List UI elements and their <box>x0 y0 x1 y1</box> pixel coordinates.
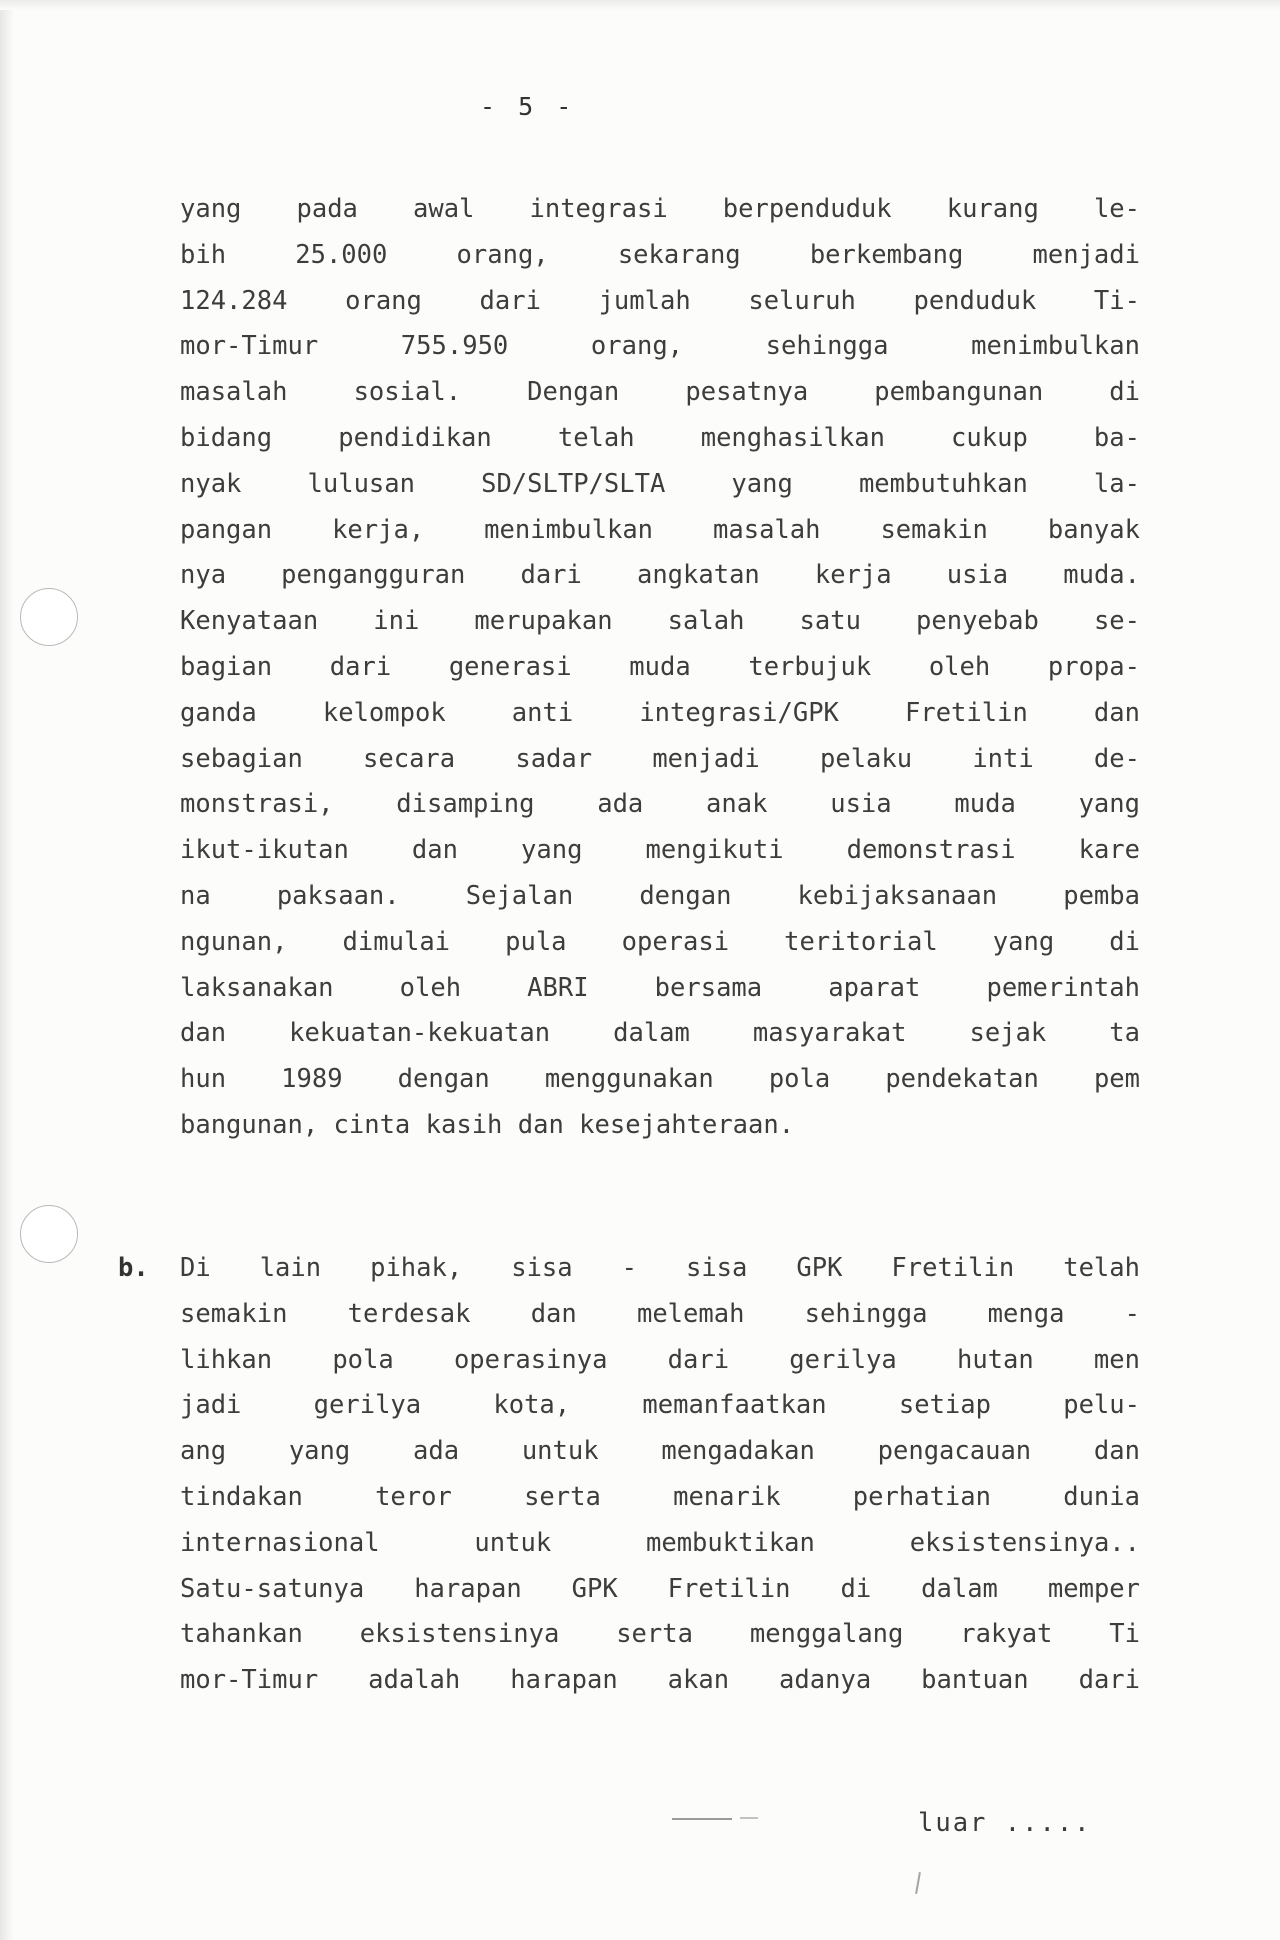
text-line: pangan kerja, menimbulkan masalah semakin banyak <box>180 514 1140 545</box>
text-line: ganda kelompok anti integrasi/GPK Fretilin dan <box>180 697 1140 728</box>
footer-rule <box>672 1818 732 1820</box>
text-line: tindakan teror serta menarik perhatian dunia <box>180 1481 1140 1512</box>
text-line: hun 1989 dengan menggunakan pola pendekatan pem <box>180 1064 1140 1095</box>
text-line: ikut-ikutan dan yang mengikuti demonstrasi kare <box>180 835 1140 866</box>
page-number: - 5 - <box>480 92 576 121</box>
text-line: bagian dari generasi muda terbujuk oleh propa- <box>180 651 1140 682</box>
paragraph-continuation <box>180 187 1140 1149</box>
text-line: 124.284 orang dari jumlah seluruh penduduk Ti- <box>180 285 1140 316</box>
text-line: monstrasi, disamping ada anak usia muda yang <box>180 789 1140 820</box>
text-line: na paksaan. Sejalan dengan kebijaksanaan pemba <box>180 880 1140 911</box>
text-line: internasional untuk membuktikan eksistensinya.. <box>180 1527 1140 1558</box>
text-line: Kenyataan ini merupakan salah satu penyebab se- <box>180 606 1140 637</box>
punch-hole-lower <box>20 1205 78 1263</box>
text-line: mor-Timur 755.950 orang, sehingga menimbulkan <box>180 331 1140 362</box>
footer-rule-fragment <box>740 1817 758 1819</box>
text-line: bidang pendidikan telah menghasilkan cukup ba- <box>180 422 1140 453</box>
list-item-label: b. <box>118 1253 149 1283</box>
text-line: jadi gerilya kota, memanfaatkan setiap pelu- <box>180 1390 1140 1421</box>
text-line: bih 25.000 orang, sekarang berkembang menjadi <box>180 239 1140 270</box>
text-line: lihkan pola operasinya dari gerilya hutan men <box>180 1344 1140 1375</box>
text-line: yang pada awal integrasi berpenduduk kurang le- <box>180 194 1140 224</box>
text-line: mor-Timur adalah harapan akan adanya bantuan dari <box>180 1665 1140 1696</box>
text-line: ngunan, dimulai pula operasi teritorial yang di <box>180 926 1140 957</box>
text-line: dan kekuatan-kekuatan dalam masyarakat sejak ta <box>180 1018 1140 1049</box>
list-item-paragraph <box>180 1246 1140 1704</box>
scan-top-edge-shadow <box>0 0 1280 10</box>
text-line: sebagian secara sadar menjadi pelaku inti de- <box>180 743 1140 774</box>
text-line: nyak lulusan SD/SLTP/SLTA yang membutuhkan la- <box>180 468 1140 499</box>
text-line: Satu-satunya harapan GPK Fretilin di dalam memper <box>180 1573 1140 1604</box>
punch-hole-upper <box>20 588 78 646</box>
text-line: bangunan, cinta kasih dan kesejahteraan. <box>180 1109 795 1140</box>
text-line: tahankan eksistensinya serta menggalang rakyat Ti <box>180 1619 1140 1650</box>
scan-left-edge-shadow <box>0 0 14 1940</box>
pencil-mark <box>915 1872 921 1894</box>
text-line: semakin terdesak dan melemah sehingga menga - <box>180 1298 1140 1329</box>
text-line: Di lain pihak, sisa - sisa GPK Fretilin telah <box>180 1253 1140 1283</box>
text-line: laksanakan oleh ABRI bersama aparat pemerintah <box>180 972 1140 1003</box>
text-line: nya pengangguran dari angkatan kerja usia muda. <box>180 560 1140 591</box>
text-line: ang yang ada untuk mengadakan pengacauan dan <box>180 1436 1140 1467</box>
text-line: masalah sosial. Dengan pesatnya pembangunan di <box>180 377 1140 408</box>
catchword: luar ..... <box>918 1808 1092 1838</box>
